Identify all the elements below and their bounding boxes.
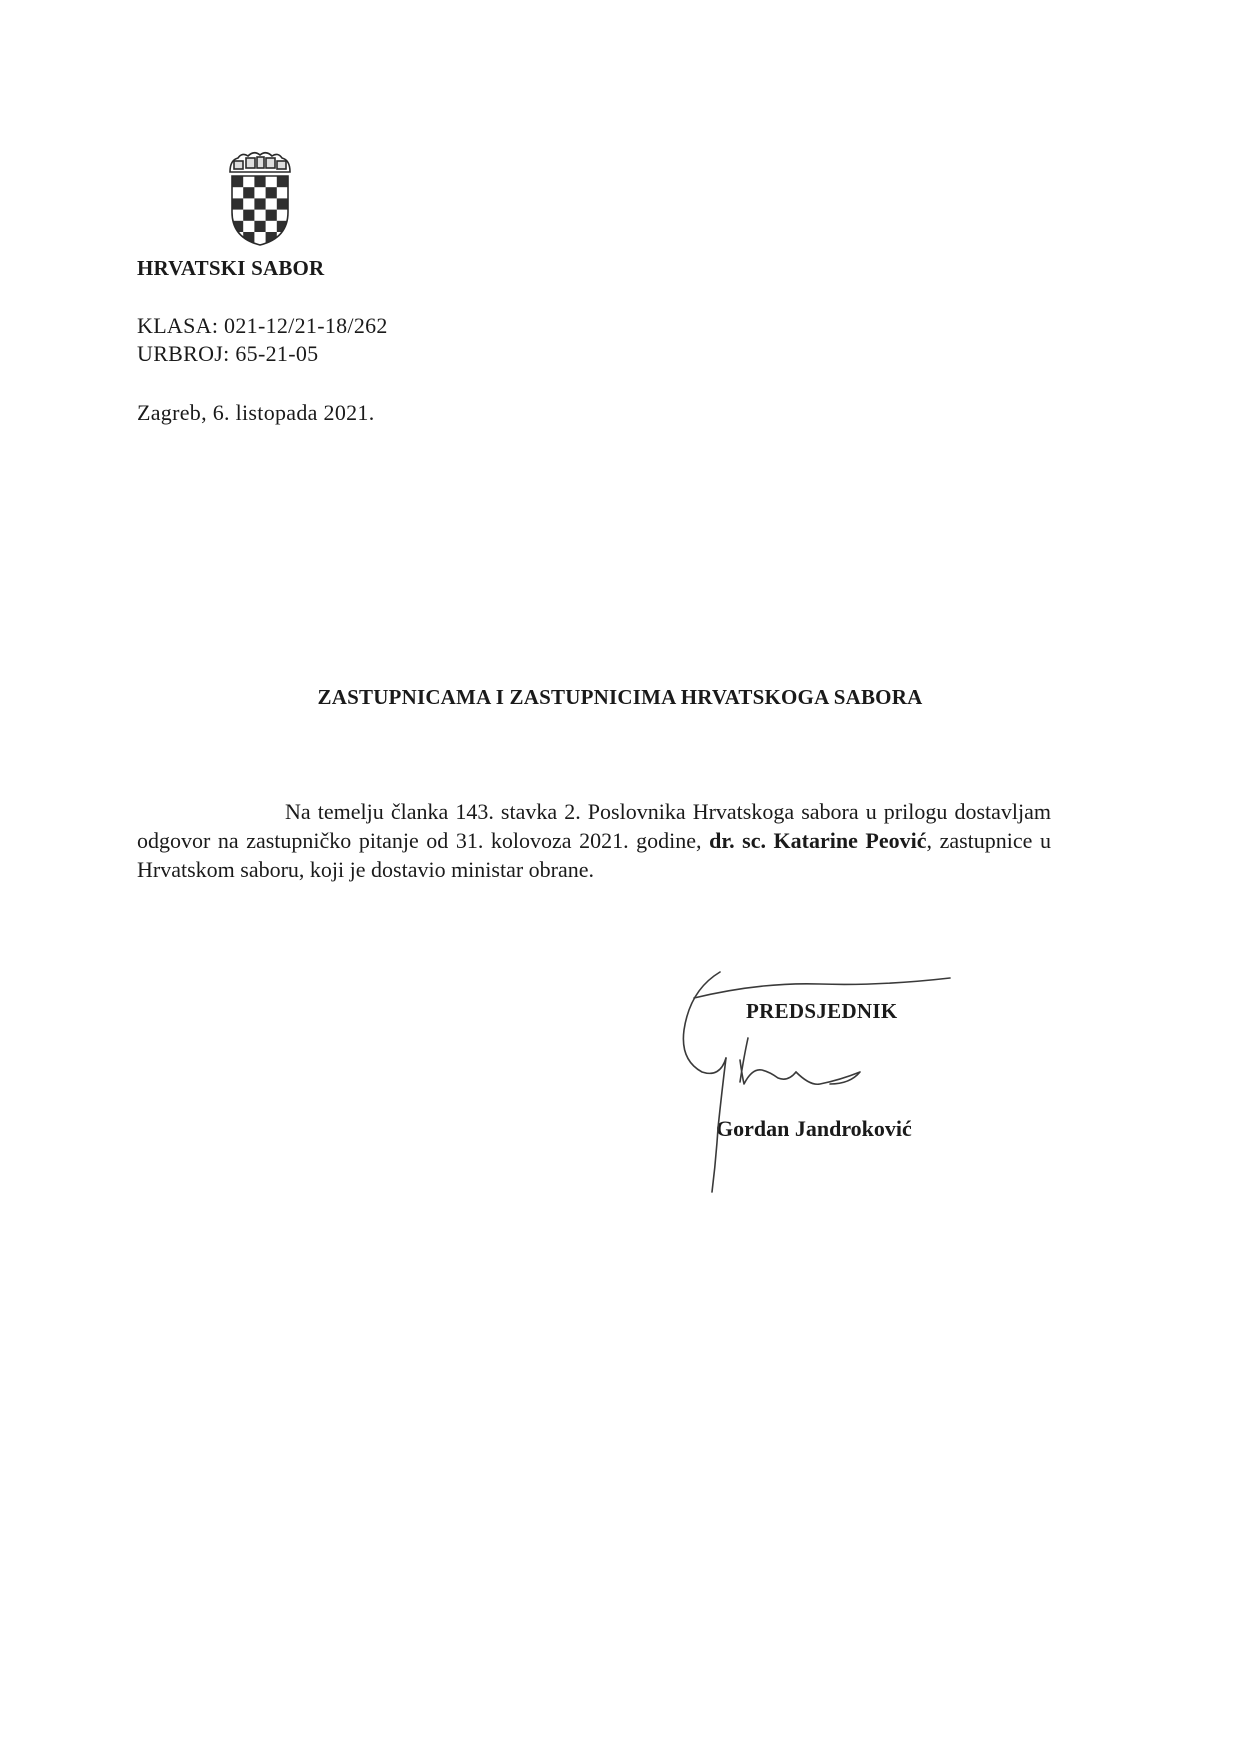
body-text-part2: , zastupnice u Hrvatskom saboru, koji je dostavio ministar obrane. <box>137 828 1051 882</box>
handwritten-signature <box>670 960 1010 1210</box>
body-text-part1: Na temelju članka 143. stavka 2. Poslovnika Hrvatskoga sabora u prilogu dostavljam odgovor na zastupničko pitanje od 31. kolovoza 2021. godine, <box>137 799 1051 853</box>
signatory-title: PREDSJEDNIK <box>746 999 898 1023</box>
klasa-reference: KLASA: 021-12/21-18/262 <box>137 313 388 338</box>
croatian-coat-of-arms-icon <box>226 150 294 246</box>
letter-body <box>137 797 1051 884</box>
urbroj-reference: URBROJ: 65-21-05 <box>137 341 319 366</box>
recipient-heading: ZASTUPNICAMA I ZASTUPNICIMA HRVATSKOGA SABORA <box>317 685 923 709</box>
signatory-name: Gordan Jandroković <box>716 1116 912 1141</box>
institution-name: HRVATSKI SABOR <box>137 256 325 280</box>
body-bold-name: dr. sc. Katarine Peović <box>709 828 927 853</box>
document-date: Zagreb, 6. listopada 2021. <box>137 400 375 425</box>
